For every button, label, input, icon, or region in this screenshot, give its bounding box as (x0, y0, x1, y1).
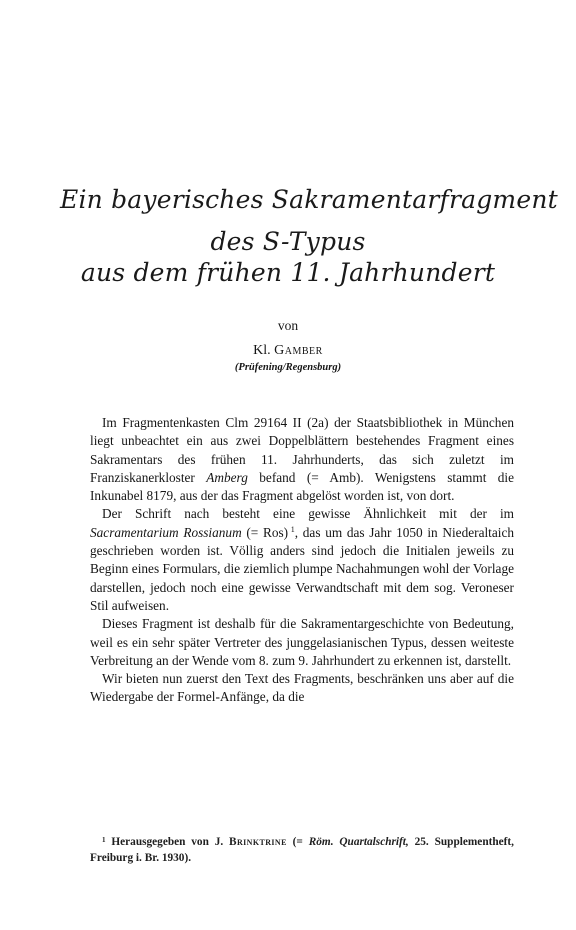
paragraph-1-end: befand (= Amb). Wenigstens stammt die Inkunabel 8179, aus der das Fragment abgelöst worden ist, von dort. (90, 469, 515, 504)
author-prefix: Kl. (253, 343, 271, 358)
title-line-1: Ein bayerisches Sakramentarfragment (60, 185, 558, 214)
author-name: Gamber (274, 343, 323, 358)
paragraph-2-end: , das um das Jahr 1050 in Niederaltaich geschrieben worden ist. Völlig anders sind jedoch die Initialen jeweils zu Beginn eines Formulars, die ziemlich plumpe Nachahmungen wohl der Vorlage darstellen, jedoch noch eine gewisse Verwandtschaft mit dem sog. Veroneser Stil aufweisen. (90, 524, 515, 613)
footnote-text-end: 25. Supplementheft, Freiburg i. Br. 1930). (90, 836, 515, 864)
author-affiliation: (Prüfening/Regensburg) (234, 362, 342, 373)
paragraph-2-start: Der Schrift nach besteht eine gewisse Ähnlichkeit mit der im (102, 506, 514, 522)
footnote-text-start: Herausgegeben von J. (111, 836, 224, 848)
paragraph-2-mid: (= Ros) (246, 524, 289, 540)
footnote-author: Brinktrine (229, 836, 287, 848)
footnote-text-mid: (= (292, 836, 303, 848)
footnote-1 (90, 834, 514, 866)
byline-von: von (277, 318, 299, 333)
paragraph-3: Dieses Fragment ist deshalb für die Sakramentargeschichte von Bedeutung, weil es ein sehr später Vertreter des junggelasianischen Typus, dessen weiteste Verbreitung an der Wende vom 8. zum 9. Jahrhundert zu erkennen ist, darstellt. (90, 616, 514, 668)
footnote-ref-1[interactable]: 1 (290, 524, 295, 534)
footnote-journal: Röm. Quartalschrift, (308, 836, 409, 848)
body-text (90, 414, 514, 707)
title-line-3: aus dem frühen 11. Jahrhundert (80, 258, 496, 287)
paragraph-2-italic: Sacramentarium Rossianum (90, 524, 242, 540)
title-line-2: des S-Typus (210, 227, 366, 256)
paragraph-1 (90, 414, 514, 505)
footnote-marker: 1 (102, 836, 106, 844)
author-line (0, 342, 576, 359)
paragraph-1-italic: Amberg (206, 469, 248, 485)
paragraph-1-text: Im Fragmentenkasten Clm 29164 II (2a) der Staatsbibliothek in München liegt unbeachtet ein aus zwei Doppelblättern bestehendes Fragment eines Sakramentars des frühen 11. Jahrhunderts, das sich zuletzt im Franziskanerkloster (90, 415, 514, 485)
paragraph-4: Wir bieten nun zuerst den Text des Fragments, beschränken uns aber auf die Wiedergabe der Formel-Anfänge, da die (90, 671, 514, 705)
paragraph-2 (90, 505, 514, 615)
